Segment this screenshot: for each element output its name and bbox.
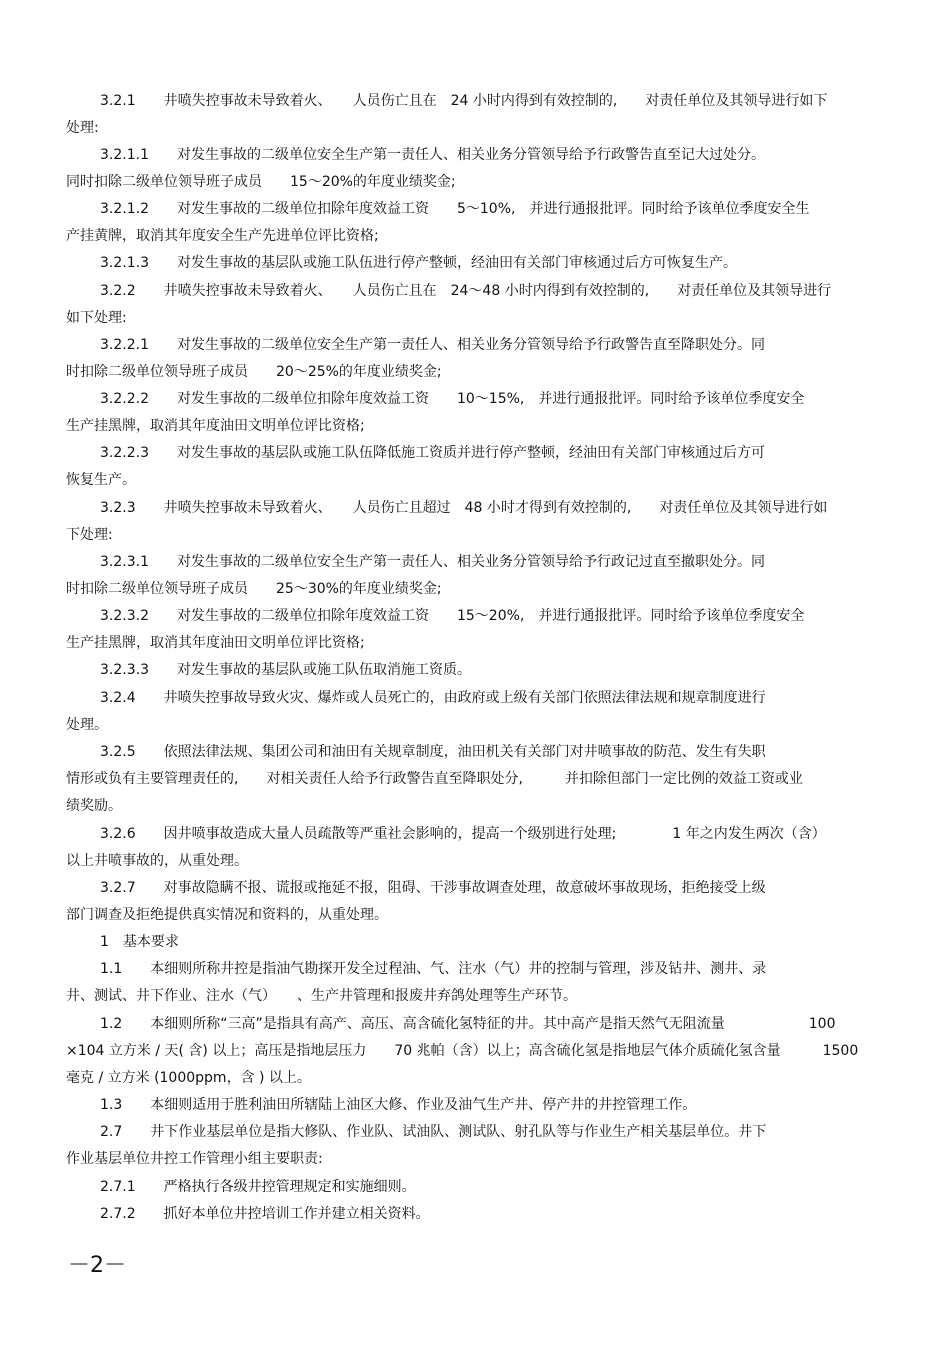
text-line: 时扣除二级单位领导班子成员 25～30%的年度业绩奖金;	[66, 581, 442, 597]
page-number: －2－	[68, 1253, 126, 1278]
text-line: 1.1 本细则所称井控是指油气勘探开发全过程油、气、注水（气）井的控制与管理，涉及钻井、测井、录	[100, 961, 767, 977]
text-line: 绩奖励。	[66, 798, 122, 814]
text-line: 3.2.1.2 对发生事故的二级单位扣除年度效益工资 5～10%, 并进行通报批评。同时给予该单位季度安全生	[100, 201, 810, 217]
text-line: 3.2.2.2 对发生事故的二级单位扣除年度效益工资 10～15%, 并进行通报批评。同时给予该单位季度安全	[100, 391, 805, 407]
text-line: ×104 立方米 / 天( 含) 以上；高压是指地层压力 70 兆帕（含）以上；高含硫化氢是指地层气体介质硫化氢含量 1500	[66, 1043, 859, 1059]
text-line: 2.7 井下作业基层单位是指大修队、作业队、试油队、测试队、射孔队等与作业生产相关基层单位。井下	[100, 1124, 767, 1140]
text-line: 3.2.2.3 对发生事故的基层队或施工队伍降低施工资质并进行停产整顿，经油田有关部门审核通过后方可	[100, 445, 765, 461]
text-line: 3.2.1.3 对发生事故的基层队或施工队伍进行停产整顿，经油田有关部门审核通过后方可恢复生产。	[100, 255, 737, 271]
text-line: 处理。	[66, 717, 108, 733]
text-line: 3.2.5 依照法律法规、集团公司和油田有关规章制度，油田机关有关部门对井喷事故的防范、发生有失职	[100, 744, 766, 760]
text-line: 作业基层单位井控工作管理小组主要职责:	[66, 1151, 323, 1167]
text-line: 3.2.2 井喷失控事故未导致着火、 人员伤亡且在 24～48 小时内得到有效控制的, 对责任单位及其领导进行	[100, 283, 832, 299]
text-line: 恢复生产。	[66, 472, 136, 488]
text-line: 1.2 本细则所称“三高”是指具有高产、高压、高含硫化氢特征的井。其中高产是指天然气无阻流量 100	[100, 1016, 836, 1032]
text-line: 3.2.2.1 对发生事故的二级单位安全生产第一责任人、相关业务分管领导给予行政警告直至降职处分。同	[100, 337, 765, 353]
text-line: 下处理:	[66, 527, 113, 543]
text-line: 3.2.1 井喷失控事故未导致着火、 人员伤亡且在 24 小时内得到有效控制的, 对责任单位及其领导进行如下	[100, 93, 828, 109]
text-line: 3.2.3 井喷失控事故未导致着火、 人员伤亡且超过 48 小时才得到有效控制的, 对责任单位及其领导进行如	[100, 500, 828, 516]
text-line: 处理:	[66, 120, 99, 136]
text-line: 2.7.2 抓好本单位井控培训工作并建立相关资料。	[100, 1206, 430, 1222]
text-line: 时扣除二级单位领导班子成员 20～25%的年度业绩奖金;	[66, 364, 442, 380]
text-line: 部门调查及拒绝提供真实情况和资料的，从重处理。	[66, 907, 388, 923]
text-line: 3.2.1.1 对发生事故的二级单位安全生产第一责任人、相关业务分管领导给予行政警告直至记大过处分。	[100, 147, 765, 163]
section-heading: 1 基本要求	[100, 934, 179, 950]
text-line: 毫克 / 立方米 (1000ppm，含 ) 以上。	[66, 1070, 311, 1086]
text-line: 产挂黄牌，取消其年度安全生产先进单位评比资格;	[66, 228, 379, 244]
text-line: 同时扣除二级单位领导班子成员 15～20%的年度业绩奖金;	[66, 174, 456, 190]
text-line: 3.2.3.1 对发生事故的二级单位安全生产第一责任人、相关业务分管领导给予行政记过直至撤职处分。同	[100, 554, 765, 570]
text-line: 井、测试、井下作业、注水（气） 、生产井管理和报废井弃鸽处理等生产环节。	[66, 988, 577, 1004]
text-line: 情形或负有主要管理责任的, 对相关责任人给予行政警告直至降职处分, 并扣除但部门一定比例的效益工资或业	[66, 771, 803, 787]
text-line: 3.2.7 对事故隐瞒不报、谎报或拖延不报，阻碍、干涉事故调查处理，故意破坏事故现场，拒绝接受上级	[100, 880, 766, 896]
text-line: 以上井喷事故的，从重处理。	[66, 853, 248, 869]
text-line: 3.2.6 因井喷事故造成大量人员疏散等严重社会影响的，提高一个级别进行处理; 1 年之内发生两次（含）	[100, 826, 826, 842]
text-line: 3.2.4 井喷失控事故导致火灾、爆炸或人员死亡的，由政府或上级有关部门依照法律法规和规章制度进行	[100, 690, 766, 706]
text-line: 2.7.1 严格执行各级井控管理规定和实施细则。	[100, 1179, 416, 1195]
text-line: 3.2.3.2 对发生事故的二级单位扣除年度效益工资 15～20%, 并进行通报批评。同时给予该单位季度安全	[100, 608, 805, 624]
text-line: 3.2.3.3 对发生事故的基层队或施工队伍取消施工资质。	[100, 662, 471, 678]
text-line: 生产挂黑牌，取消其年度油田文明单位评比资格;	[66, 418, 365, 434]
text-line: 1.3 本细则适用于胜利油田所辖陆上油区大修、作业及油气生产井、停产井的井控管理工作。	[100, 1097, 697, 1113]
text-line: 生产挂黑牌，取消其年度油田文明单位评比资格;	[66, 635, 365, 651]
text-line: 如下处理:	[66, 310, 127, 326]
